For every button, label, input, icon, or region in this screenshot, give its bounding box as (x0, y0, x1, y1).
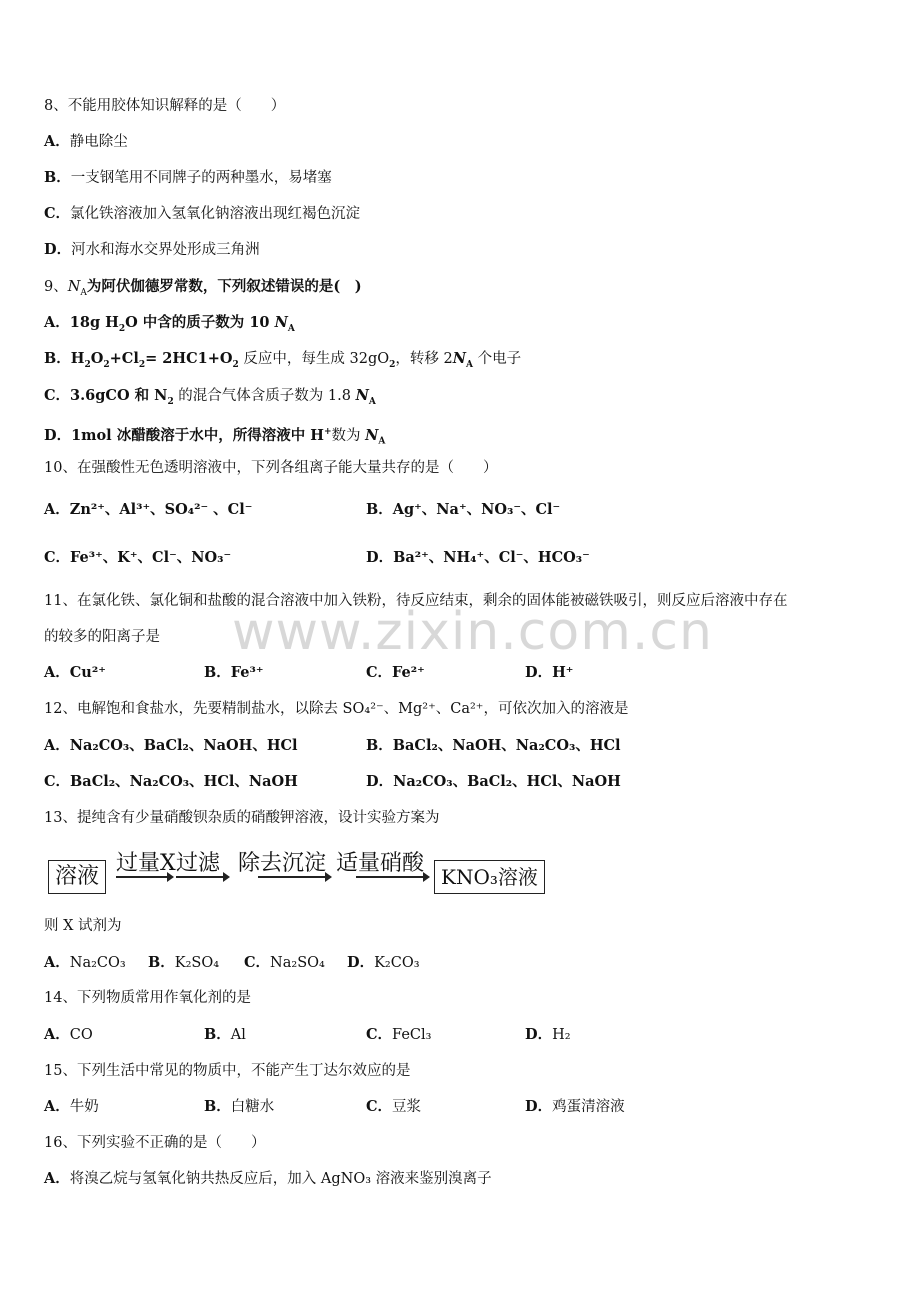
avogadro-subscript: A (287, 323, 295, 334)
question-15-stem: 15、下列生活中常见的物质中，不能产生丁达尔效应的是 (44, 1063, 411, 1079)
flow-step-filter: 过滤 (176, 851, 221, 876)
option-text: 鸡蛋清溶液 (552, 1099, 625, 1115)
question-9-stem (44, 277, 362, 303)
option-text: 豆浆 (392, 1099, 422, 1115)
subscript: 2 (84, 359, 91, 370)
q11-option-d (525, 663, 573, 683)
q8-option-c (44, 204, 360, 224)
avogadro-subscript: A (80, 287, 87, 298)
q15-option-a (44, 1097, 99, 1117)
question-13-stem-2: 则 X 试剂为 (44, 918, 122, 934)
option-label: C． (44, 773, 71, 790)
q8-option-d (44, 240, 260, 260)
option-text: = 2HC1+O (145, 350, 233, 367)
avogadro-symbol: N (67, 279, 81, 295)
option-text: BaCl₂、Na₂CO₃、HCl、NaOH (70, 773, 298, 790)
flow-step-remove-precipitate: 除去沉淀 (238, 851, 327, 876)
avogadro-subscript: A (378, 436, 386, 447)
flow-end-box: KNO₃溶液 (434, 860, 545, 894)
avogadro-symbol: N (452, 350, 466, 367)
option-text: O 中含的质子数为 10 (125, 314, 275, 331)
option-text: Na₂CO₃ (69, 955, 126, 971)
option-label: B． (204, 1098, 231, 1115)
option-text: 一支钢笔用不同牌子的两种墨水，易堵塞 (70, 170, 332, 186)
option-text: K₂SO₄ (174, 955, 220, 971)
subscript: 2 (389, 359, 396, 370)
option-label: C． (44, 387, 71, 404)
q13-option-b (148, 953, 219, 973)
avogadro-subscript: A (368, 396, 376, 407)
arrow-icon (116, 876, 172, 878)
option-label: D． (347, 954, 375, 971)
option-text: ，转移 2 (395, 351, 453, 367)
option-label: B． (44, 169, 71, 186)
q9-option-b (44, 349, 521, 375)
option-label: D． (44, 241, 72, 258)
option-text: 氯化铁溶液加入氢氧化钠溶液出现红褐色沉淀 (70, 206, 361, 222)
q15-option-c (366, 1097, 421, 1117)
option-text: Ag⁺、Na⁺、NO₃⁻、Cl⁻ (392, 501, 561, 518)
q8-option-b (44, 168, 332, 188)
option-text: 反应中，每生成 32gO (238, 351, 390, 367)
q16-option-a (44, 1169, 492, 1189)
option-text: 个电子 (472, 351, 522, 367)
option-label: A． (44, 737, 70, 754)
option-label: A． (44, 1026, 70, 1043)
option-label: C． (244, 954, 271, 971)
procedure-flowchart (48, 846, 548, 896)
q12-option-b (366, 736, 621, 756)
q9-option-c (44, 386, 376, 412)
option-text: 3.6gCO 和 N (70, 387, 168, 404)
subscript: 2 (118, 323, 126, 334)
subscript: 2 (103, 359, 110, 370)
q10-option-d (366, 548, 590, 568)
question-10-stem: 10、在强酸性无色透明溶液中，下列各组离子能大量共存的是（ ） (44, 460, 498, 476)
superscript: + (324, 427, 332, 437)
option-label: C． (366, 1098, 393, 1115)
question-12-stem: 12、电解饱和食盐水，先要精制盐水，以除去 SO₄²⁻、Mg²⁺、Ca²⁺，可依次加入的溶液是 (44, 701, 629, 717)
q8-option-a (44, 132, 128, 152)
q9-option-d (44, 422, 385, 452)
subscript: 2 (138, 359, 146, 370)
option-label: D． (525, 1026, 553, 1043)
q12-option-c (44, 772, 298, 792)
option-text: +Cl (109, 350, 139, 367)
option-text: 河水和海水交界处形成三角洲 (71, 242, 260, 258)
subscript: 2 (232, 359, 239, 370)
q11-option-a (44, 663, 106, 683)
avogadro-symbol: N (274, 314, 288, 331)
option-text: Al (230, 1027, 246, 1043)
option-label: B． (204, 1026, 231, 1043)
option-text: FeCl₃ (392, 1027, 432, 1043)
q15-option-b (204, 1097, 274, 1117)
option-text: K₂CO₃ (374, 955, 420, 971)
option-text: H₂ (552, 1027, 571, 1043)
option-label: A． (44, 501, 70, 518)
option-label: B． (148, 954, 175, 971)
avogadro-subscript: A (466, 359, 473, 370)
q11-option-b (204, 663, 264, 683)
q10-option-b (366, 500, 560, 520)
q10-option-a (44, 500, 252, 520)
q11-option-c (366, 663, 425, 683)
option-text: 18g H (69, 314, 119, 331)
question-13-stem: 13、提纯含有少量硝酸钡杂质的硝酸钾溶液，设计实验方案为 (44, 810, 440, 826)
q15-option-d (525, 1097, 625, 1117)
flow-start-box: 溶液 (48, 860, 106, 894)
option-text: Cu²⁺ (69, 664, 106, 681)
question-8-stem: 8、不能用胶体知识解释的是（ ） (44, 98, 286, 114)
option-label: C． (366, 1026, 393, 1043)
q14-option-b (204, 1025, 246, 1045)
option-text: H⁺ (552, 664, 574, 681)
option-text: CO (69, 1027, 93, 1043)
q13-option-d (347, 953, 420, 973)
option-label: A． (44, 1098, 70, 1115)
option-text: BaCl₂、NaOH、Na₂CO₃、HCl (392, 737, 621, 754)
option-label: B． (204, 664, 231, 681)
option-label: A． (44, 664, 70, 681)
option-text: 数为 (331, 427, 366, 444)
option-text: Na₂CO₃、BaCl₂、NaOH、HCl (69, 737, 298, 754)
q12-option-d (366, 772, 621, 792)
option-label: B． (366, 737, 393, 754)
option-label: C． (44, 549, 71, 566)
option-label: C． (366, 664, 393, 681)
option-text: H (70, 350, 85, 367)
option-label: C． (44, 205, 71, 222)
option-text: Zn²⁺、Al³⁺、SO₄²⁻ 、Cl⁻ (69, 501, 253, 518)
option-label: A． (44, 954, 70, 971)
q9-option-a (44, 313, 295, 339)
flow-step-excess-x: 过量X (116, 851, 176, 876)
q14-option-d (525, 1025, 571, 1045)
option-text: 1mol 冰醋酸溶于水中，所得溶液中 H (71, 426, 324, 444)
avogadro-symbol: N (355, 387, 369, 404)
option-text: 白糖水 (230, 1099, 275, 1115)
q14-option-c (366, 1025, 431, 1045)
arrow-icon (258, 876, 330, 878)
q12-option-a (44, 736, 298, 756)
option-text: Na₂CO₃、BaCl₂、HCl、NaOH (393, 773, 621, 790)
option-label: D． (525, 1098, 553, 1115)
flow-step-nitric-acid: 适量硝酸 (336, 851, 425, 876)
question-11-stem-line1: 11、在氯化铁、氯化铜和盐酸的混合溶液中加入铁粉，待反应结束，剩余的固体能被磁铁吸引，则反应后溶液中存在 (44, 593, 788, 609)
arrow-icon (356, 876, 428, 878)
q10-option-c (44, 548, 231, 568)
avogadro-symbol: N (365, 426, 379, 444)
question-14-stem: 14、下列物质常用作氧化剂的是 (44, 990, 251, 1006)
option-label: A． (44, 133, 70, 150)
q13-option-c (244, 953, 325, 973)
q13-options (44, 953, 126, 973)
option-label: D． (366, 773, 394, 790)
option-text: 静电除尘 (69, 134, 128, 150)
subscript: 2 (167, 396, 174, 407)
option-text: Fe³⁺ (230, 664, 264, 681)
question-text: 为阿伏伽德罗常数，下列叙述错误的是( ) (86, 278, 362, 295)
option-text: 的混合气体含质子数为 1.8 (173, 388, 356, 404)
option-text: Ba²⁺、NH₄⁺、Cl⁻、HCO₃⁻ (393, 549, 590, 566)
question-16-stem: 16、下列实验不正确的是（ ） (44, 1135, 266, 1151)
option-text: Fe²⁺ (392, 664, 425, 681)
option-label: B． (366, 501, 393, 518)
option-label: D． (525, 664, 553, 681)
option-text: Fe³⁺、K⁺、Cl⁻、NO₃⁻ (70, 549, 232, 566)
option-text: Na₂SO₄ (270, 955, 325, 971)
option-text: 牛奶 (69, 1099, 99, 1115)
option-text: 将溴乙烷与氢氧化钠共热反应后，加入 AgNO₃ 溶液来鉴别溴离子 (69, 1171, 492, 1187)
option-label: D． (366, 549, 394, 566)
question-number: 9、 (44, 279, 68, 295)
option-label: D． (44, 426, 72, 444)
watermark: www.zixin.com.cn (232, 602, 713, 662)
q14-option-a (44, 1025, 93, 1045)
option-label: A． (44, 314, 70, 331)
option-label: A． (44, 1170, 70, 1187)
question-11-stem-line2: 的较多的阳离子是 (44, 629, 160, 645)
arrow-icon (176, 876, 228, 878)
option-label: B． (44, 350, 71, 367)
option-text: O (90, 350, 104, 367)
